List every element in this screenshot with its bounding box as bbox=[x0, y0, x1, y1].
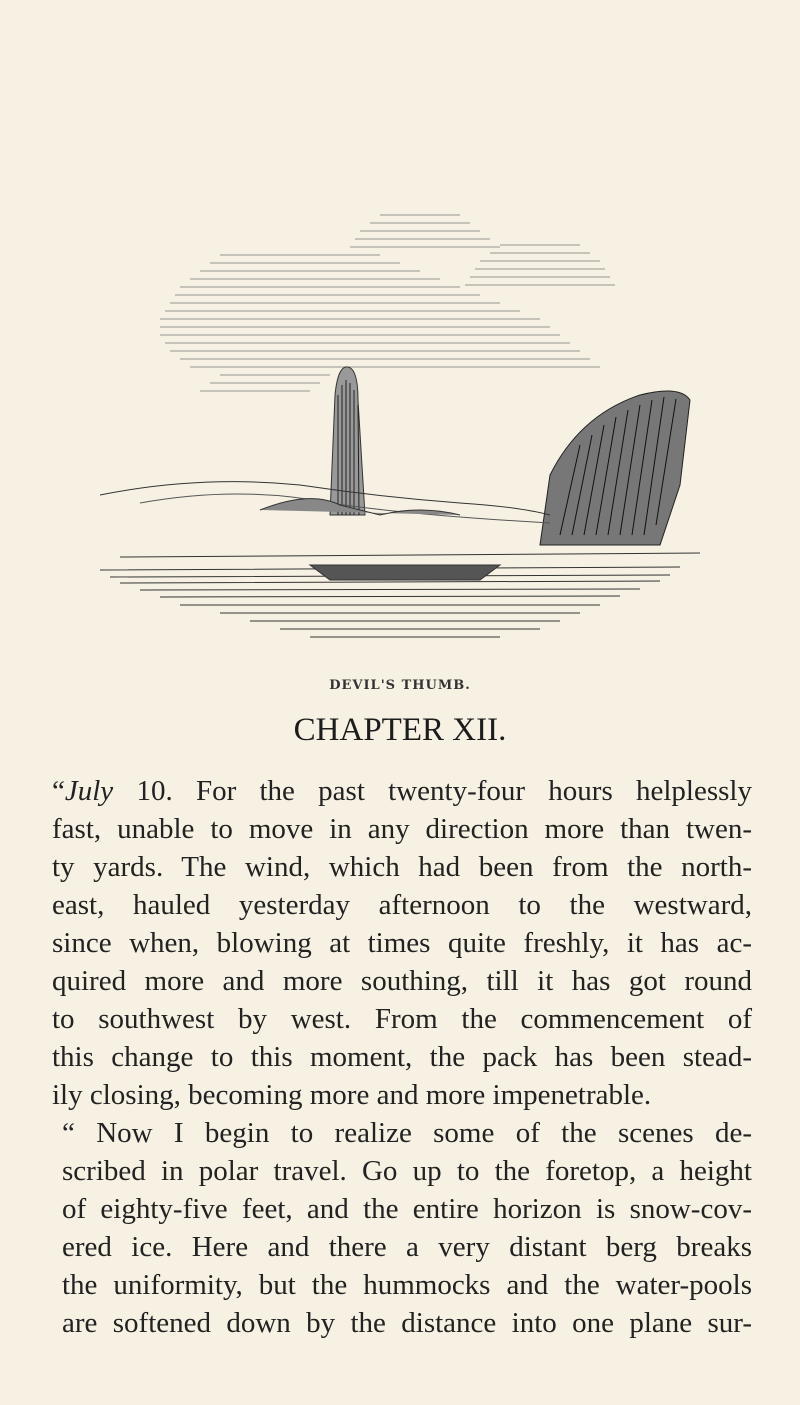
paragraph-1 bbox=[52, 772, 752, 1114]
text-line: “ Now I begin to realize some of the scenes de- bbox=[62, 1117, 752, 1149]
illustration-caption: DEVIL'S THUMB. bbox=[329, 678, 471, 693]
chapter-heading: CHAPTER XII. bbox=[293, 712, 507, 748]
text-line: ered ice. Here and there a very distant berg breaks bbox=[62, 1231, 752, 1263]
sky-hatching bbox=[160, 215, 615, 391]
text-line: scribed in polar travel. Go up to the foretop, a height bbox=[62, 1155, 752, 1187]
ice-field bbox=[100, 553, 700, 637]
paragraph-2 bbox=[52, 1114, 752, 1342]
text-line: ily closing, becoming more and more impenetrable. bbox=[52, 1079, 652, 1111]
body-text bbox=[52, 772, 752, 1342]
text-line: are softened down by the distance into one plane sur- bbox=[62, 1307, 752, 1339]
text-line: ty yards. The wind, which had been from the north- bbox=[52, 851, 752, 883]
text-line: of eighty-five feet, and the entire horizon is snow-cov- bbox=[62, 1193, 752, 1225]
shoreline bbox=[100, 482, 550, 523]
text-line: quired more and more southing, till it has got round bbox=[52, 965, 752, 997]
right-cliff bbox=[540, 391, 690, 545]
text-line: since when, blowing at times quite freshly, it has ac- bbox=[52, 927, 752, 959]
text-line: this change to this moment, the pack has been stead- bbox=[52, 1041, 752, 1073]
text-line: the uniformity, but the hummocks and the water-pools bbox=[62, 1269, 752, 1301]
devils-thumb-illustration bbox=[80, 185, 720, 685]
text-line: fast, unable to move in any direction more than twen- bbox=[52, 813, 752, 845]
text-line: “July 10. For the past twenty-four hours helplessly bbox=[52, 775, 752, 807]
text-line: to southwest by west. From the commencement of bbox=[52, 1003, 752, 1035]
text-line: east, hauled yesterday afternoon to the westward, bbox=[52, 889, 752, 921]
